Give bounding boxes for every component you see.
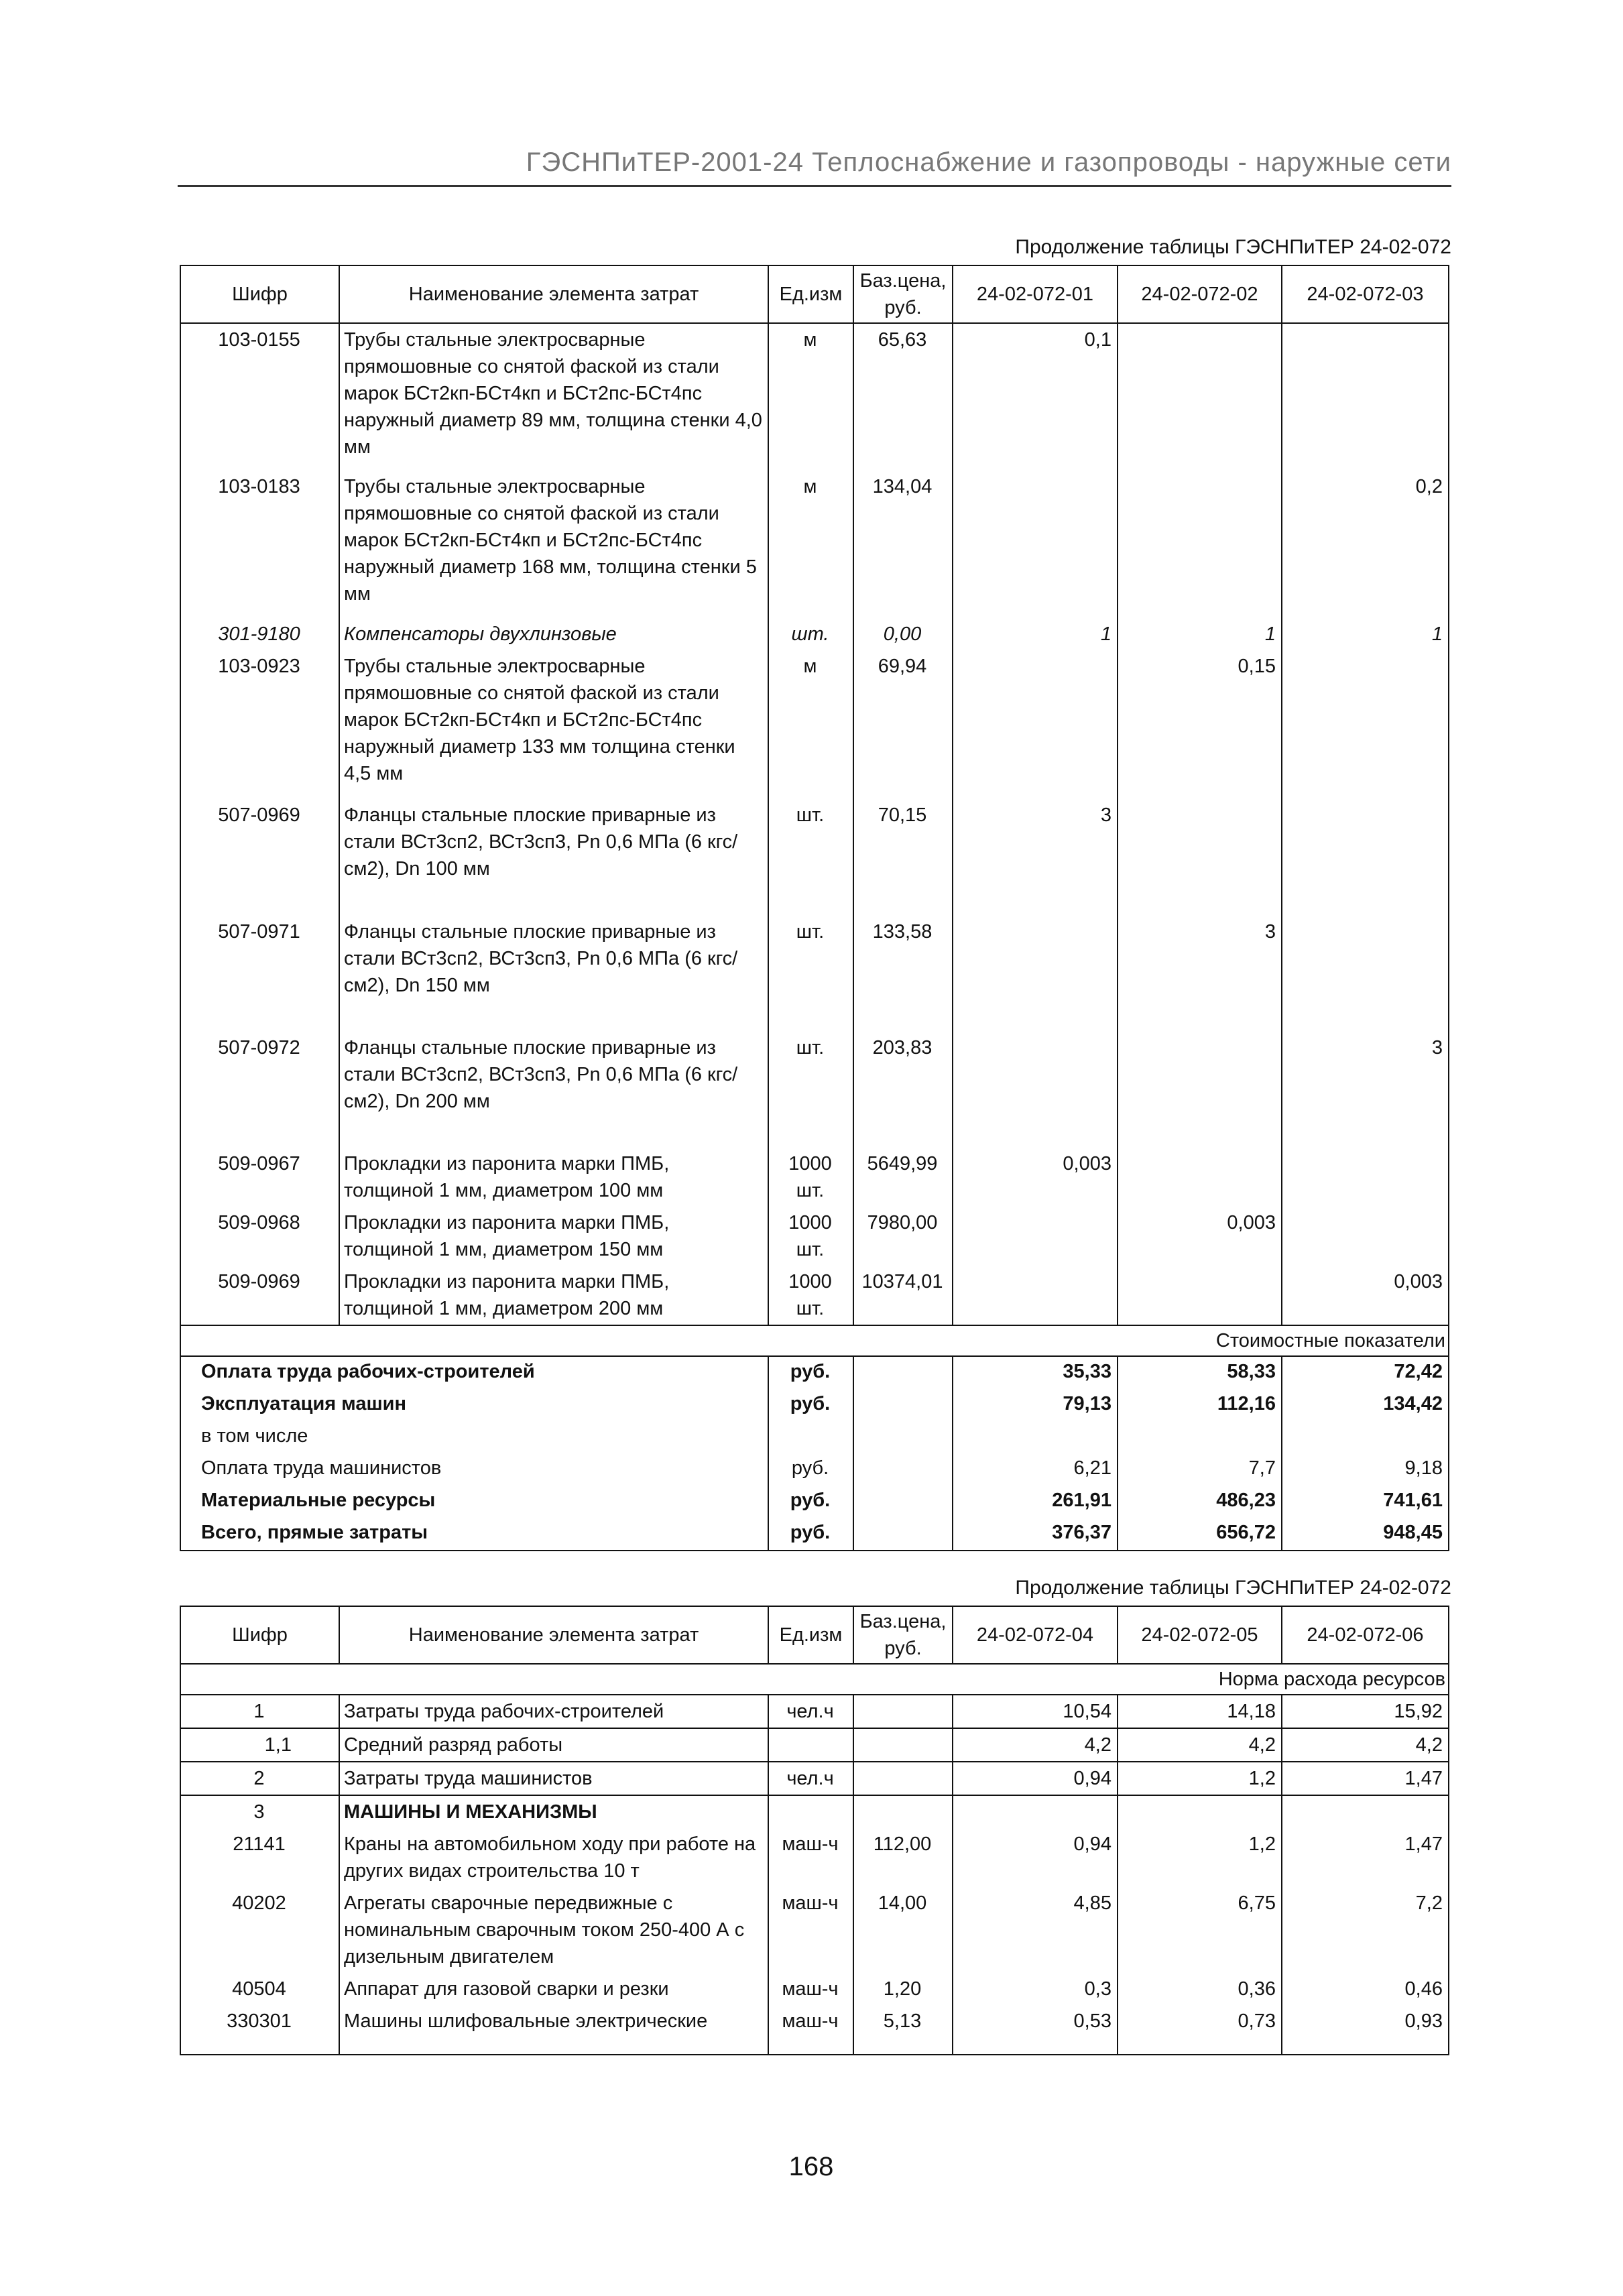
row-value: 1,47 (1282, 1828, 1449, 1887)
row-unit: чел.ч (768, 1695, 853, 1728)
row-value: 1,2 (1118, 1828, 1282, 1887)
row-unit (768, 1728, 853, 1762)
cost-value: 35,33 (953, 1356, 1118, 1389)
row-price: 10374,01 (853, 1266, 953, 1325)
row-code: 103-0183 (180, 471, 339, 618)
row-code: 1 (180, 1695, 339, 1728)
row-value (953, 1266, 1118, 1325)
table-row (180, 1032, 1449, 1148)
row-value: 4,2 (1282, 1728, 1449, 1762)
col-header-unit: Ед.изм (768, 265, 853, 323)
cost-unit: руб. (768, 1518, 853, 1551)
resource-table-2 (180, 1606, 1449, 2055)
table-row (180, 1828, 1449, 1887)
row-value: 0,003 (953, 1148, 1118, 1207)
cost-price (853, 1453, 953, 1486)
row-unit: 1000 шт. (768, 1207, 853, 1266)
col-header-code: Шифр (180, 265, 339, 323)
cost-value: 261,91 (953, 1486, 1118, 1518)
cost-price (853, 1421, 953, 1453)
table-row (180, 1728, 1449, 1762)
cost-value (1118, 1421, 1282, 1453)
row-value (1282, 1795, 1449, 1828)
cost-row (180, 1356, 1449, 1389)
col-header-variant: 24-02-072-01 (953, 265, 1118, 323)
row-code: 40202 (180, 1887, 339, 1973)
row-value: 1,47 (1282, 1762, 1449, 1795)
cost-price (853, 1356, 953, 1389)
row-value: 1 (953, 618, 1118, 650)
row-value (953, 1032, 1118, 1148)
row-price: 69,94 (853, 650, 953, 799)
row-value (953, 1207, 1118, 1266)
cost-value: 79,13 (953, 1389, 1118, 1421)
row-value (1282, 323, 1449, 471)
col-header-variant: 24-02-072-03 (1282, 265, 1449, 323)
col-header-price: Баз.цена, руб. (853, 265, 953, 323)
cost-value (953, 1421, 1118, 1453)
row-value (1282, 1148, 1449, 1207)
cost-value: 7,7 (1118, 1453, 1282, 1486)
cost-row (180, 1518, 1449, 1551)
table-row (180, 1207, 1449, 1266)
row-value (1118, 1795, 1282, 1828)
row-unit: маш-ч (768, 2005, 853, 2055)
cost-row (180, 1389, 1449, 1421)
row-value: 3 (1118, 916, 1282, 1032)
table-row (180, 1695, 1449, 1728)
row-name: Трубы стальные электросварные прямошовные со снятой фаской из стали марок БСт2кп-БСт4кп и БСт2пс-БСт4пс наружный диаметр 89 мм, толщина стенки 4,0 мм (339, 323, 768, 471)
cost-label: Всего, прямые затраты (180, 1518, 768, 1551)
norm-band-row (180, 1664, 1449, 1695)
row-value: 3 (953, 799, 1118, 916)
row-price (853, 1762, 953, 1795)
table-row (180, 323, 1449, 471)
row-price (853, 1728, 953, 1762)
cost-label: Эксплуатация машин (180, 1389, 768, 1421)
row-code: 507-0971 (180, 916, 339, 1032)
table2-caption: Продолжение таблицы ГЭСНПиТЕР 24-02-072 (1015, 1577, 1451, 1599)
row-price: 112,00 (853, 1828, 953, 1887)
cost-unit: руб. (768, 1486, 853, 1518)
row-value (1118, 323, 1282, 471)
row-value: 0,93 (1282, 2005, 1449, 2055)
table-row (180, 916, 1449, 1032)
page-number: 168 (788, 2152, 834, 2181)
row-code: 301-9180 (180, 618, 339, 650)
row-name: Краны на автомобильном ходу при работе на других видах строительства 10 т (339, 1828, 768, 1887)
row-value: 0,15 (1118, 650, 1282, 799)
col-header-price: Баз.цена, руб. (853, 1606, 953, 1664)
row-value: 0,36 (1118, 1973, 1282, 2005)
cost-unit: руб. (768, 1453, 853, 1486)
row-code: 103-0923 (180, 650, 339, 799)
col-header-variant: 24-02-072-04 (953, 1606, 1118, 1664)
norm-band-label: Норма расхода ресурсов (180, 1664, 1449, 1695)
table1-caption: Продолжение таблицы ГЭСНПиТЕР 24-02-072 (1015, 236, 1451, 258)
row-value: 4,85 (953, 1887, 1118, 1973)
cost-value: 9,18 (1282, 1453, 1449, 1486)
cost-band-label: Стоимостные показатели (180, 1325, 1449, 1356)
row-value: 4,2 (953, 1728, 1118, 1762)
cost-label: Материальные ресурсы (180, 1486, 768, 1518)
resource-table-1 (180, 265, 1449, 1551)
table-row (180, 471, 1449, 618)
row-code: 1,1 (180, 1728, 339, 1762)
row-price: 70,15 (853, 799, 953, 916)
cost-value: 6,21 (953, 1453, 1118, 1486)
row-value (1118, 1266, 1282, 1325)
table-row (180, 799, 1449, 916)
table-row (180, 650, 1449, 799)
row-price: 14,00 (853, 1887, 953, 1973)
header-rule (178, 185, 1451, 187)
col-header-name: Наименование элемента затрат (339, 1606, 768, 1664)
row-code: 509-0969 (180, 1266, 339, 1325)
row-code: 507-0972 (180, 1032, 339, 1148)
col-header-variant: 24-02-072-02 (1118, 265, 1282, 323)
row-unit: шт. (768, 916, 853, 1032)
row-value (1118, 471, 1282, 618)
row-name: Компенсаторы двухлинзовые (339, 618, 768, 650)
row-value (953, 916, 1118, 1032)
row-name: Прокладки из паронита марки ПМБ, толщиной 1 мм, диаметром 200 мм (339, 1266, 768, 1325)
row-price (853, 1795, 953, 1828)
cost-value: 948,45 (1282, 1518, 1449, 1551)
cost-value: 72,42 (1282, 1356, 1449, 1389)
cost-row (180, 1486, 1449, 1518)
cost-label: в том числе (180, 1421, 768, 1453)
row-value: 0,2 (1282, 471, 1449, 618)
row-value: 0,53 (953, 2005, 1118, 2055)
cost-value: 656,72 (1118, 1518, 1282, 1551)
row-price: 5649,99 (853, 1148, 953, 1207)
row-price: 133,58 (853, 916, 953, 1032)
row-unit: м (768, 323, 853, 471)
row-value: 10,54 (953, 1695, 1118, 1728)
row-value (1118, 1148, 1282, 1207)
row-value: 0,46 (1282, 1973, 1449, 2005)
row-value: 0,003 (1118, 1207, 1282, 1266)
cost-label: Оплата труда рабочих-строителей (180, 1356, 768, 1389)
row-name: МАШИНЫ И МЕХАНИЗМЫ (339, 1795, 768, 1828)
row-unit: чел.ч (768, 1762, 853, 1795)
row-value: 4,2 (1118, 1728, 1282, 1762)
cost-price (853, 1486, 953, 1518)
row-unit: 1000 шт. (768, 1148, 853, 1207)
row-value: 1,2 (1118, 1762, 1282, 1795)
row-value: 0,94 (953, 1762, 1118, 1795)
row-unit (768, 1795, 853, 1828)
cost-label: Оплата труда машинистов (180, 1453, 768, 1486)
row-unit: маш-ч (768, 1973, 853, 2005)
row-price: 7980,00 (853, 1207, 953, 1266)
row-value (953, 471, 1118, 618)
row-name: Агрегаты сварочные передвижные с номинальным сварочным током 250-400 А с дизельным двигателем (339, 1887, 768, 1973)
row-name: Прокладки из паронита марки ПМБ, толщиной 1 мм, диаметром 100 мм (339, 1148, 768, 1207)
row-name: Фланцы стальные плоские приварные из стали ВСт3сп2, ВСт3сп3, Pn 0,6 МПа (6 кгс/см2), Dn 150 мм (339, 916, 768, 1032)
row-value: 3 (1282, 1032, 1449, 1148)
row-unit: маш-ч (768, 1887, 853, 1973)
row-price: 0,00 (853, 618, 953, 650)
col-header-code: Шифр (180, 1606, 339, 1664)
cost-band-row (180, 1325, 1449, 1356)
col-header-unit: Ед.изм (768, 1606, 853, 1664)
cost-value: 486,23 (1118, 1486, 1282, 1518)
table-row (180, 1148, 1449, 1207)
row-code: 507-0969 (180, 799, 339, 916)
row-name: Аппарат для газовой сварки и резки (339, 1973, 768, 2005)
row-code: 509-0967 (180, 1148, 339, 1207)
row-value: 14,18 (1118, 1695, 1282, 1728)
row-unit: 1000 шт. (768, 1266, 853, 1325)
cost-value: 134,42 (1282, 1389, 1449, 1421)
row-unit: м (768, 650, 853, 799)
row-name: Фланцы стальные плоские приварные из стали ВСт3сп2, ВСт3сп3, Pn 0,6 МПа (6 кгс/см2), Dn 200 мм (339, 1032, 768, 1148)
row-value (1282, 916, 1449, 1032)
row-value: 0,3 (953, 1973, 1118, 2005)
col-header-variant: 24-02-072-06 (1282, 1606, 1449, 1664)
row-code: 509-0968 (180, 1207, 339, 1266)
row-unit: маш-ч (768, 1828, 853, 1887)
row-price: 134,04 (853, 471, 953, 618)
row-value: 1 (1118, 618, 1282, 650)
table-row (180, 1762, 1449, 1795)
row-value: 0,003 (1282, 1266, 1449, 1325)
row-code: 330301 (180, 2005, 339, 2055)
row-name: Трубы стальные электросварные прямошовные со снятой фаской из стали марок БСт2кп-БСт4кп и БСт2пс-БСт4пс наружный диаметр 168 мм, толщина стенки 5 мм (339, 471, 768, 618)
table-row (180, 1266, 1449, 1325)
cost-price (853, 1389, 953, 1421)
row-price: 203,83 (853, 1032, 953, 1148)
row-name: Прокладки из паронита марки ПМБ, толщиной 1 мм, диаметром 150 мм (339, 1207, 768, 1266)
row-value (1282, 799, 1449, 916)
table-row (180, 618, 1449, 650)
cost-price (853, 1518, 953, 1551)
row-price: 1,20 (853, 1973, 953, 2005)
cost-row (180, 1421, 1449, 1453)
row-price: 5,13 (853, 2005, 953, 2055)
table-row (180, 1887, 1449, 1973)
row-value (953, 650, 1118, 799)
row-unit: м (768, 471, 853, 618)
row-value: 1 (1282, 618, 1449, 650)
row-value (1118, 799, 1282, 916)
row-value (1282, 650, 1449, 799)
col-header-name: Наименование элемента затрат (339, 265, 768, 323)
table-header-row (180, 265, 1449, 323)
row-unit: шт. (768, 799, 853, 916)
cost-unit: руб. (768, 1356, 853, 1389)
row-value: 0,94 (953, 1828, 1118, 1887)
row-name: Средний разряд работы (339, 1728, 768, 1762)
row-code: 103-0155 (180, 323, 339, 471)
row-unit: шт. (768, 618, 853, 650)
cost-value (1282, 1421, 1449, 1453)
col-header-variant: 24-02-072-05 (1118, 1606, 1282, 1664)
row-value: 6,75 (1118, 1887, 1282, 1973)
running-header: ГЭСНПиТЕР-2001-24 Теплоснабжение и газопроводы - наружные сети (526, 147, 1451, 177)
row-name: Трубы стальные электросварные прямошовные со снятой фаской из стали марок БСт2кп-БСт4кп и БСт2пс-БСт4пс наружный диаметр 133 мм толщина стенки 4,5 мм (339, 650, 768, 799)
row-name: Фланцы стальные плоские приварные из стали ВСт3сп2, ВСт3сп3, Pn 0,6 МПа (6 кгс/см2), Dn 100 мм (339, 799, 768, 916)
row-value (1118, 1032, 1282, 1148)
row-name: Затраты труда машинистов (339, 1762, 768, 1795)
cost-unit: руб. (768, 1389, 853, 1421)
row-code: 3 (180, 1795, 339, 1828)
row-unit: шт. (768, 1032, 853, 1148)
table-row (180, 2005, 1449, 2055)
cost-value: 741,61 (1282, 1486, 1449, 1518)
row-name: Машины шлифовальные электрические (339, 2005, 768, 2055)
row-code: 2 (180, 1762, 339, 1795)
row-code: 40504 (180, 1973, 339, 2005)
table-row (180, 1795, 1449, 1828)
row-code: 21141 (180, 1828, 339, 1887)
cost-value: 376,37 (953, 1518, 1118, 1551)
row-price: 65,63 (853, 323, 953, 471)
row-value (953, 1795, 1118, 1828)
row-price (853, 1695, 953, 1728)
table-row (180, 1973, 1449, 2005)
cost-value: 112,16 (1118, 1389, 1282, 1421)
table-header-row (180, 1606, 1449, 1664)
row-value: 0,73 (1118, 2005, 1282, 2055)
cost-row (180, 1453, 1449, 1486)
cost-unit (768, 1421, 853, 1453)
row-value: 7,2 (1282, 1887, 1449, 1973)
row-name: Затраты труда рабочих-строителей (339, 1695, 768, 1728)
row-value: 0,1 (953, 323, 1118, 471)
cost-value: 58,33 (1118, 1356, 1282, 1389)
row-value (1282, 1207, 1449, 1266)
row-value: 15,92 (1282, 1695, 1449, 1728)
